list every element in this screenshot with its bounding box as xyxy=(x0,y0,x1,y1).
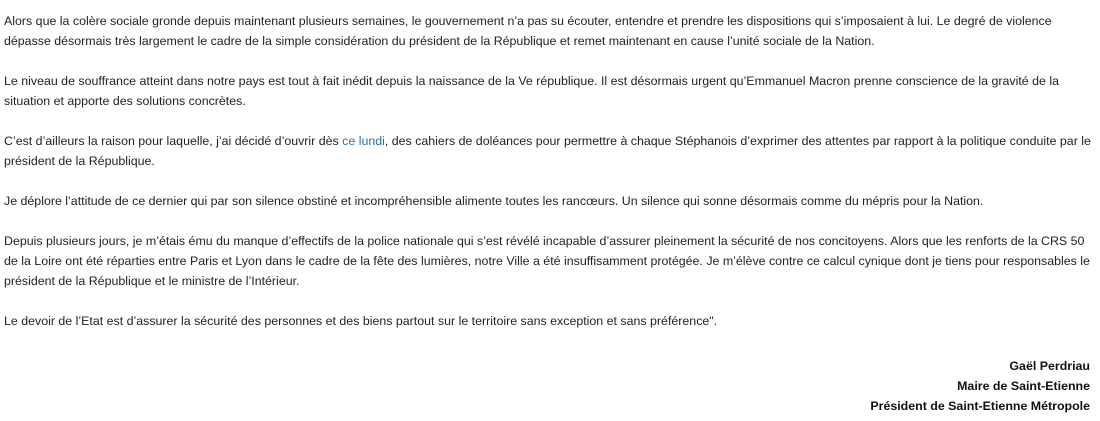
paragraph-1: Alors que la colère sociale gronde depuis maintenant plusieurs semaines, le gouvernement n’a pas su écouter, entendre et prendre les dispositions qui s’imposaient à lui. Le degré de violence dépasse désormais très largement le cadre de la simple considération du président de la République et remet maintenant en cause l’unité sociale de la Nation. xyxy=(4,14,1052,48)
paragraph-5: Depuis plusieurs jours, je m’étais ému du manque d’effectifs de la police nationale qui s’est révélé incapable d’assurer pleinement la sécurité de nos concitoyens. Alors que les renforts de la CRS 50 de la Loire ont été réparties entre Paris et Lyon dans le cadre de la fête des lumières, notre Ville a été insuffisamment protégée. Je m’élève contre ce calcul cynique dont je tiens pour responsables le président de la République et le ministre de l’Intérieur. xyxy=(4,234,1090,288)
paragraph-3-text-after: , des cahiers de doléances pour permettre à chaque Stéphanois d’exprimer des attentes par rapport à la politique conduite par le président de la République. xyxy=(4,134,1091,168)
paragraph-3-text-before: C’est d’ailleurs la raison pour laquelle, j’ai décidé d’ouvrir dès xyxy=(4,134,343,148)
signature-title-mayor: Maire de Saint-Etienne xyxy=(957,379,1090,393)
paragraph-3 xyxy=(4,131,1094,171)
signature-name: Gaël Perdriau xyxy=(1009,359,1090,373)
signature-title-president: Président de Saint-Etienne Métropole xyxy=(870,399,1090,413)
article-body xyxy=(4,11,1094,351)
signature-block xyxy=(870,356,1090,416)
ce-lundi-link[interactable]: ce lundi xyxy=(342,134,385,148)
paragraph-6: Le devoir de l’Etat est d’assurer la sécurité des personnes et des biens partout sur le territoire sans exception et sans préférence". xyxy=(4,314,718,328)
paragraph-2: Le niveau de souffrance atteint dans notre pays est tout à fait inédit depuis la naissance de la Ve république. Il est désormais urgent qu’Emmanuel Macron prenne conscience de la gravité de la situation et apporte des solutions concrètes. xyxy=(4,74,1060,108)
paragraph-4: Je déplore l’attitude de ce dernier qui par son silence obstiné et incompréhensible alimente toutes les rancœurs. Un silence qui sonne désormais comme du mépris pour la Nation. xyxy=(4,194,984,208)
